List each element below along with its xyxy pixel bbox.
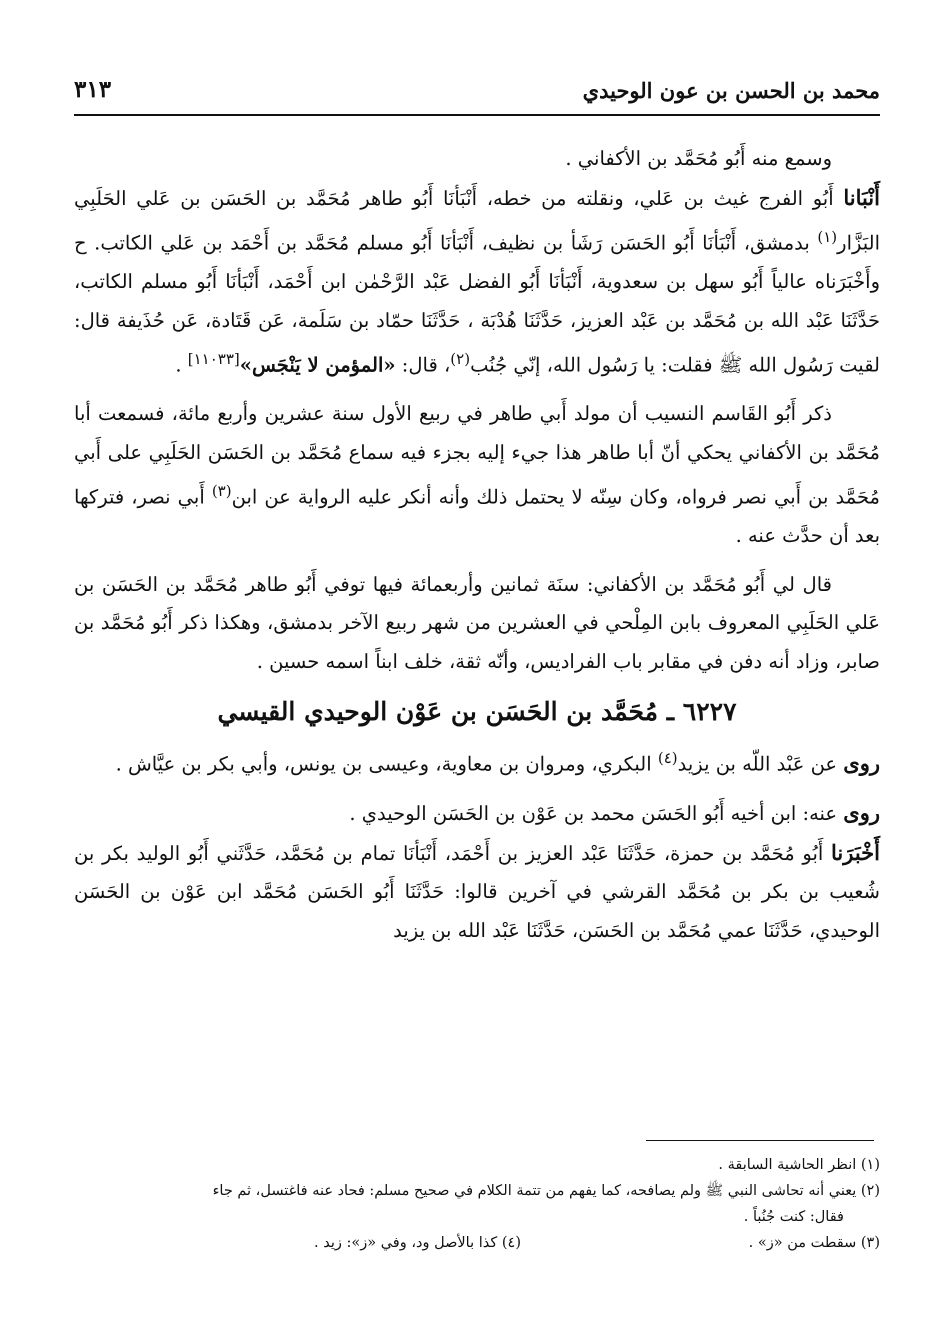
footnote-3: (٣) سقطت من «ز» . [748,1235,880,1251]
paragraph-1 [74,140,880,179]
footnote-ref-2: (٢) [450,350,471,368]
main-text [74,140,880,950]
paragraph-text: . [175,353,188,377]
footnote-1: (١) انظر الحاشية السابقة . [718,1157,880,1173]
keyword-anbana: أَنْبَانا [843,184,880,210]
footnote-2-continuation: فقال: كنت جُنُباً . [743,1209,844,1225]
paragraph-text: أَبي نصر، فتركها بعد أن حدَّث عنه . [74,485,880,547]
paragraph-4 [74,566,880,682]
running-title: محمد بن الحسن بن عون الوحيدي [582,78,880,103]
paragraph-text: قال لي أَبُو مُحَمَّد بن الأكفاني: سنَة ثمانين وأربعمائة فيها توفي أَبُو طاهر مُحَمَّد بن الحَسَن بن عَلي الحَلَبِي المعروف بابن المِلْحي في العشرين من شهر ربيع الآخر بدمشق، وهكذا ذكر أَبُو مُحَمَّد بن صابر، وزاد أنه دفن في مقابر باب الفراديس، وأنّه ثقة، خلف ابناً اسمه حسين . [74,572,880,673]
paragraph-2 [74,179,880,386]
paragraph-7 [74,834,880,951]
keyword-akhbarana: أَخْبَرَنا [831,839,880,865]
paragraph-text: وسمع منه أَبُو مُحَمَّد بن الأكفاني . [565,147,832,170]
keyword-rawa: روى [843,800,880,825]
paragraph-5 [74,739,880,784]
page-header [74,74,880,116]
entry-heading: ٦٢٢٧ ـ مُحَمَّد بن الحَسَن بن عَوْن الوحيدي القيسي [217,697,737,726]
footnote-divider [646,1140,874,1141]
paragraph-6 [74,794,880,834]
paragraph-3 [74,395,880,556]
paragraph-text: البكري، ومروان بن معاوية، وعيسى بن يونس، وأبي بكر بن عيَّاش . [115,752,658,776]
footnote-ref-1: (١) [817,228,838,246]
hadith-reference: [١١٠٣٣] [187,350,240,368]
paragraph-text: بدمشق، أَنْبَأنَا أَبُو الحَسَن رَشَأ بن نظيف، أَنْبَأنَا أَبُو مسلم مُحَمَّد بن أَحْمَد بن عَلي الكاتب. ح وأَخْبَرَناه عالياً أَبُو سهل بن سعدوية، أَنْبَأنَا أَبُو الفضل عَبْد الرَّحْمٰن ابن أَحْمَد، أَنْبَأنَا أَبُو مسلم الكاتب، حَدَّثَنَا عَبْد الله بن مُحَمَّد بن عَبْد العزيز، حَدَّثَنَا هُدْبَة ، حَدَّثَنَا حمّاد بن سَلَمة، عَن قَتَادة، عَن حُذَيفة قال: لقيت رَسُول الله ﷺ فقلت: يا رَسُول الله، إنّي جُنُب [74,231,880,377]
paragraph-text: أَبُو الفرج غيث بن عَلي، ونقلته من خطه، أَنْبَأنَا أَبُو طاهر مُحَمَّد بن الحَسَن بن عَلي الحَلَبِي البَزَّار [74,186,880,255]
paragraph-text: أَبُو مُحَمَّد بن حمزة، حَدَّثَنَا عَبْد العزيز بن أَحْمَد، أَنْبَأنَا تمام بن مُحَمَّد، حَدَّثَني أَبُو الوليد بكر بن شُعيب بن بكر بن مُحَمَّد القرشي في آخرين قالوا: حَدَّثَنَا أَبُو الحَسَن مُحَمَّد ابن عَوْن بن الحَسَن الوحيدي، حَدَّثَنَا عمي مُحَمَّد بن الحَسَن، حَدَّثَنَا عَبْد الله بن يزيد [74,841,880,942]
footnotes [74,1152,880,1256]
footnote-ref-4: (٤) [657,749,678,767]
footnote-row [74,1230,880,1256]
page-number: ٣١٣ [74,76,112,103]
paragraph-text: ، قال: [395,353,451,377]
footnote-ref-3: (٣) [211,482,232,500]
footnote-4: (٤) كذا بالأصل ود، وفي «ز»: زيد . [314,1235,521,1251]
hadith-quote: «المؤمن لا يَنْجَس» [239,353,396,377]
footnote-2: (٢) يعني أنه تحاشى النبي ﷺ ولم يصافحه، كما يفهم من تتمة الكلام في صحيح مسلم: فحاد عنه فاغتسل، ثم جاء [212,1183,880,1199]
paragraph-text: عن عَبْد اللّه بن يزيد [677,752,844,776]
paragraph-text: عنه: ابن أخيه أَبُو الحَسَن محمد بن عَوْن بن الحَسَن الوحيدي . [349,802,844,825]
paragraph-text: ذكر أَبُو القَاسم النسيب أن مولد أَبي طاهر في ربيع الأول سنة عشرين وأربع مائة، فسمعت أبا مُحَمَّد بن الأكفاني يحكي أنّ أبا طاهر هذا جيء إليه بجزء فيه سماع مُحَمَّد بن الحَسَن الحَلَبِي على أَبي مُحَمَّد بن أَبي نصر فرواه، وكان سِنّه لا يحتمل ذلك وأنه أنكر عليه الرواية عن ابن [74,402,880,509]
keyword-rawa: روى [843,750,880,776]
